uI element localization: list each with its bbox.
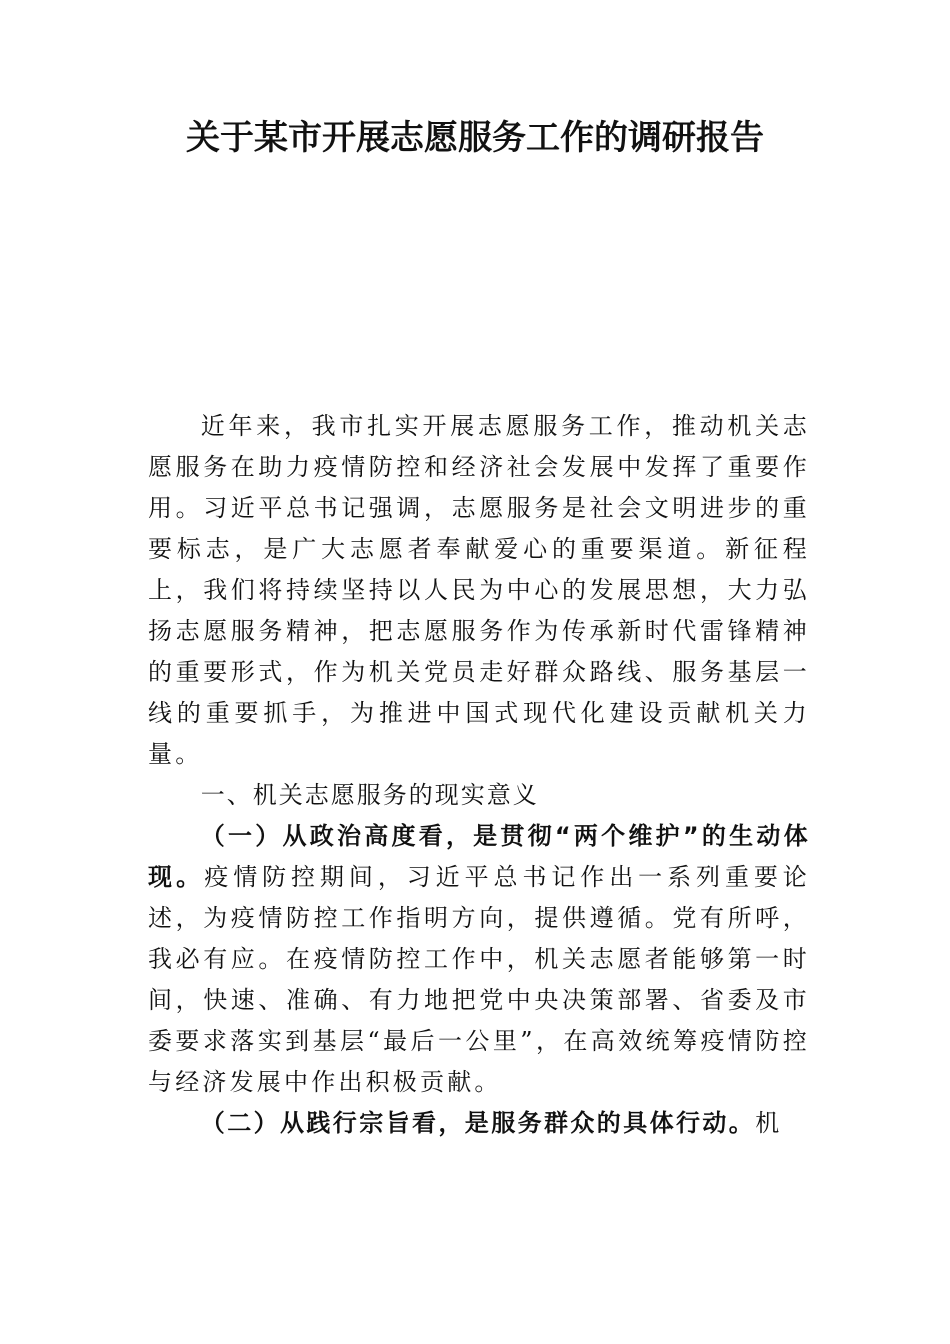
point-one-lead: （一）从政治高度看，是贯彻“两个维护”的生动体现。 — [148, 822, 810, 891]
point-two-text: 机 — [755, 1109, 783, 1137]
point-one-paragraph — [148, 816, 810, 1103]
point-two-lead: （二）从践行宗旨看，是服务群众的具体行动。 — [200, 1109, 756, 1137]
section-heading: 一、机关志愿服务的现实意义 — [200, 781, 539, 809]
document-title: 关于某市开展志愿服务工作的调研报告 — [186, 118, 764, 158]
point-one-text: 疫情防控期间，习近平总书记作出一系列重要论述，为疫情防控工作指明方向，提供遵循。党有所呼，我必有应。在疫情防控工作中，机关志愿者能够第一时间，快速、准确、有力地把党中央决策部署、省委及市委要求落实到基层“最后一公里”，在高效统筹疫情防控与经济发展中作出积极贡献。 — [148, 863, 810, 1096]
intro-paragraph: 近年来，我市扎实开展志愿服务工作，推动机关志愿服务在助力疫情防控和经济社会发展中发挥了重要作用。习近平总书记强调，志愿服务是社会文明进步的重要标志，是广大志愿者奉献爱心的重要渠道。新征程上，我们将持续坚持以人民为中心的发展思想，大力弘扬志愿服务精神，把志愿服务作为传承新时代雷锋精神的重要形式，作为机关党员走好群众路线、服务基层一线的重要抓手，为推进中国式现代化建设贡献机关力量。 — [148, 412, 810, 768]
document-body — [148, 406, 810, 1144]
point-two-paragraph — [148, 1103, 810, 1144]
